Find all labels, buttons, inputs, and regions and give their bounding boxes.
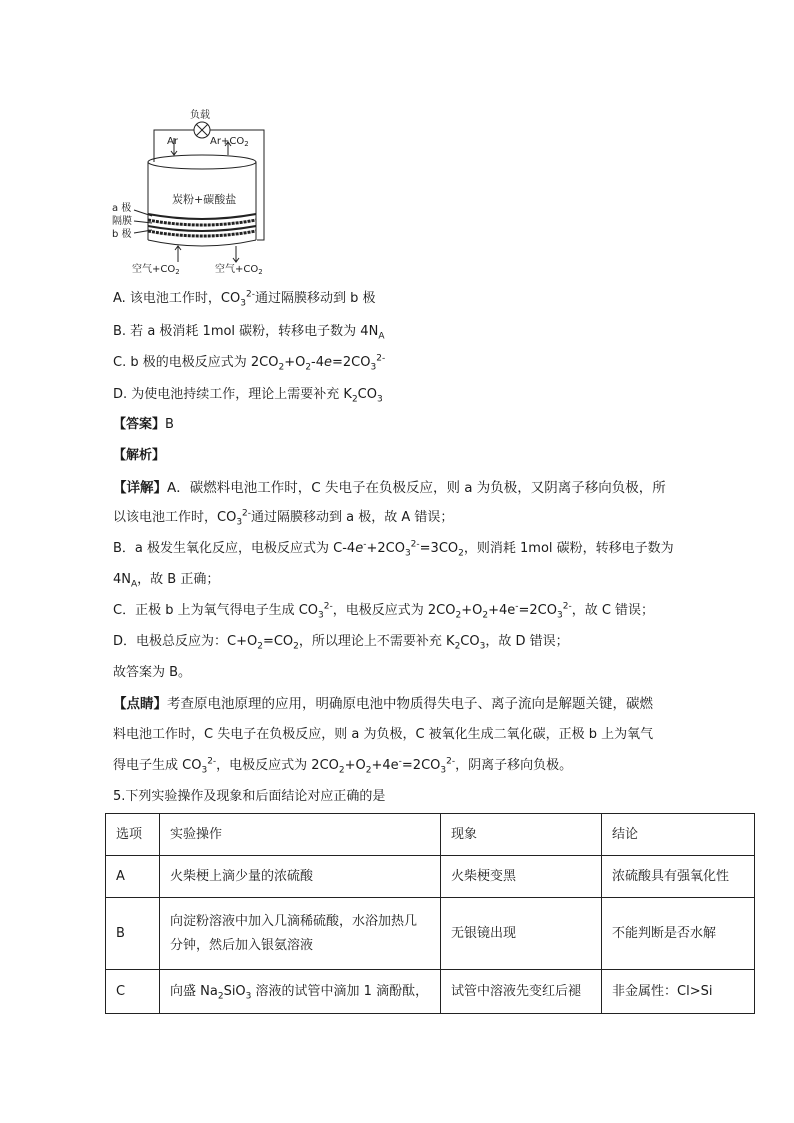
- table-row: [106, 898, 755, 970]
- cell-conclusion: 不能判断是否水解: [602, 898, 755, 970]
- air-co2-in-label: 空气$+CO_2$: [132, 264, 180, 276]
- table-header-row: [106, 814, 755, 856]
- detail-line-5: C．正极 b 上为氧气得电子生成 $CO_3^{2-}$，电极反应式为 $2CO_2+O_2+4e^-=2CO_3^{2-}$，故 C 错误；: [113, 601, 655, 621]
- detail-line-6: D．电极总反应为：$C+O_2=CO_2$，所以理论上不需要补充 $K_2CO_3$，故 D 错误；: [113, 634, 569, 652]
- cell-phenomenon: 试管中溶液先变红后褪: [441, 970, 602, 1014]
- detail-line-4: $4N_A$，故 B 正确；: [113, 572, 220, 590]
- table-row: [106, 856, 755, 898]
- detail-line-7: 故答案为 B。: [113, 665, 192, 680]
- q5-title: 5.下列实验操作及现象和后面结论对应正确的是: [113, 789, 386, 804]
- option-b: B. 若 a 极消耗 1mol 碳粉，转移电子数为 $4N_A$: [113, 324, 385, 342]
- answer-value: B: [165, 417, 174, 432]
- cell-operation: 火柴梗上滴少量的浓硫酸: [160, 856, 441, 898]
- air-co2-out-label: 空气$+CO_2$: [215, 264, 263, 276]
- chamber-label: 炭粉+碳酸盐: [172, 193, 237, 206]
- fuel-cell-diagram: [112, 100, 282, 280]
- tip-line-3: 得电子生成 $CO_3^{2-}$，电极反应式为 $2CO_2+O_2+4e^-=2CO_3^{2-}$，阴离子移向负极。: [113, 756, 573, 776]
- header-operation: 实验操作: [160, 814, 441, 856]
- ar-label: Ar: [167, 136, 178, 147]
- cell-phenomenon: 无银镜出现: [441, 898, 602, 970]
- q5-table: [105, 813, 755, 1014]
- header-phenomenon: 现象: [441, 814, 602, 856]
- cell-phenomenon: 火柴梗变黑: [441, 856, 602, 898]
- cell-option: B: [106, 898, 160, 970]
- table-row: [106, 970, 755, 1014]
- tip-line-2: 料电池工作时，C 失电子在负极反应，则 a 为负极，C 被氧化生成二氧化碳，正极 b 上为氧气: [113, 727, 654, 742]
- fuel-cell-figure: [112, 100, 282, 280]
- option-a: A. 该电池工作时，$CO_3^{2-}$通过隔膜移动到 b 极: [113, 289, 376, 309]
- cell-option: A: [106, 856, 160, 898]
- cell-operation: 向淀粉溶液中加入几滴稀硫酸，水浴加热几 分钟，然后加入银氨溶液: [160, 898, 441, 970]
- b-pole-label: b 极: [112, 229, 132, 240]
- cell-operation: 向盛 $Na_2SiO_3$ 溶液的试管中滴加 1 滴酚酞，: [160, 970, 441, 1014]
- option-c: C. b 极的电极反应式为 $2CO_2+O_2-4e=2CO_3^{2-}$: [113, 353, 386, 373]
- cell-option: C: [106, 970, 160, 1014]
- a-pole-label: a 极: [112, 203, 132, 214]
- answer-tag: 【答案】: [113, 417, 166, 432]
- option-d: D. 为使电池持续工作，理论上需要补充 $K_2CO_3$: [113, 387, 383, 405]
- analysis-line: [113, 447, 165, 465]
- detail-line-1: 【详解】A．碳燃料电池工作时，C 失电子在负极反应，则 a 为负极，又阴离子移向负极，所: [113, 480, 666, 496]
- analysis-tag: 【解析】: [113, 448, 166, 463]
- load-label: 负载: [190, 110, 210, 121]
- answer-line: [113, 416, 174, 434]
- membrane-label: 隔膜: [112, 216, 132, 227]
- cell-conclusion: 浓硫酸具有强氧化性: [602, 856, 755, 898]
- ar-co2-label: $Ar+CO_2$: [210, 136, 249, 148]
- cell-conclusion: 非金属性：Cl>Si: [602, 970, 755, 1014]
- header-conclusion: 结论: [602, 814, 755, 856]
- tip-line-1: 【点睛】考查原电池原理的应用，明确原电池中物质得失电子、离子流向是解题关键，碳燃: [113, 696, 653, 712]
- detail-line-3: B．a 极发生氧化反应，电极反应式为 $C-4e^-+2CO_3^{2-}=3CO_2$，则消耗 1mol 碳粉，转移电子数为: [113, 539, 674, 559]
- header-option: 选项: [106, 814, 160, 856]
- detail-line-2: 以该电池工作时，$CO_3^{2-}$通过隔膜移动到 a 极，故 A 错误；: [113, 508, 454, 528]
